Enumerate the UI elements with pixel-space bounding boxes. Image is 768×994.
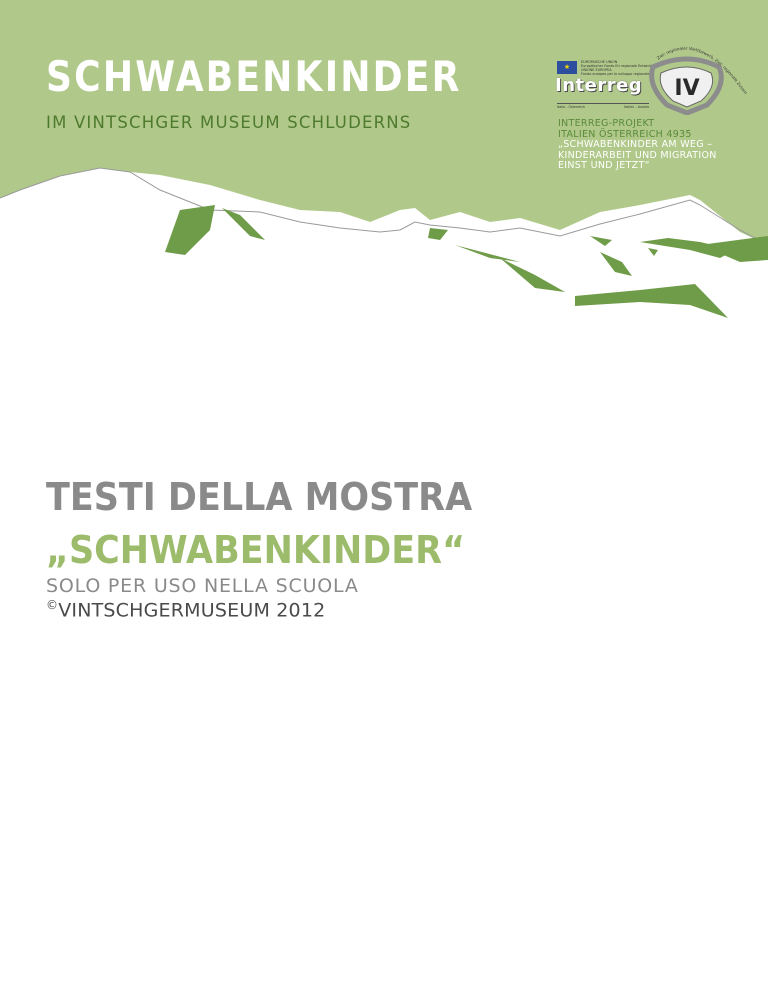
project-line-1: INTERREG-PROJEKT [558,118,655,129]
project-line-3: „SCHWABENKINDER AM WEG – [558,139,713,150]
svg-text:IV: IV [674,76,700,101]
rock-patch-7 [600,252,632,276]
header-subtitle: IM VINTSCHGER MUSEUM SCHLUDERNS [46,113,412,132]
region-left: Italia – Österreich [557,105,585,109]
project-line-5: EINST UND JETZT“ [558,160,650,171]
copyright-line [46,598,325,621]
interreg-regions [557,103,649,109]
rock-patch-5 [500,258,565,292]
document-title: TESTI DELLA MOSTRA [46,475,473,519]
interreg-wordmark: Interreg [555,75,643,96]
copyright-symbol: © [46,598,59,612]
rock-patch-4 [455,245,520,262]
copyright-text: VINTSCHGERMUSEUM 2012 [58,599,326,622]
project-line-4: KINDERARBEIT UND MIGRATION [558,149,717,161]
eu-flag-icon: ★ [557,61,577,74]
rock-patch-6 [590,236,612,246]
eu-fund-text: EUROPÄISCHE UNION Europäischer Fonds für regionale Entwicklung UNIONE EUROPEA Fondo europeo per lo sviluppo regionale [581,60,659,76]
project-description [558,119,717,172]
usage-note: SOLO PER USO NELLA SCUOLA [46,575,359,597]
region-right: Italien – Austria [624,105,649,109]
rock-patch-9 [700,236,768,262]
rock-patch-1 [165,205,215,255]
rock-patch-2 [222,208,265,240]
document-subtitle: „SCHWABENKINDER“ [46,528,466,572]
svg-text:Ziel: regionaler Wettbewerb, Z: Ziel: regionaler Wettbewerb, Ziel: regionale Zusam [655,45,749,96]
project-line-2: ITALIEN ÖSTERREICH 4935 [558,128,692,140]
logo-arc-caption [650,34,750,114]
rock-patch-11 [648,248,658,256]
rock-patch-10 [575,284,728,318]
rock-patch-3 [428,228,448,240]
header-title: SCHWABENKINDER [46,52,462,101]
